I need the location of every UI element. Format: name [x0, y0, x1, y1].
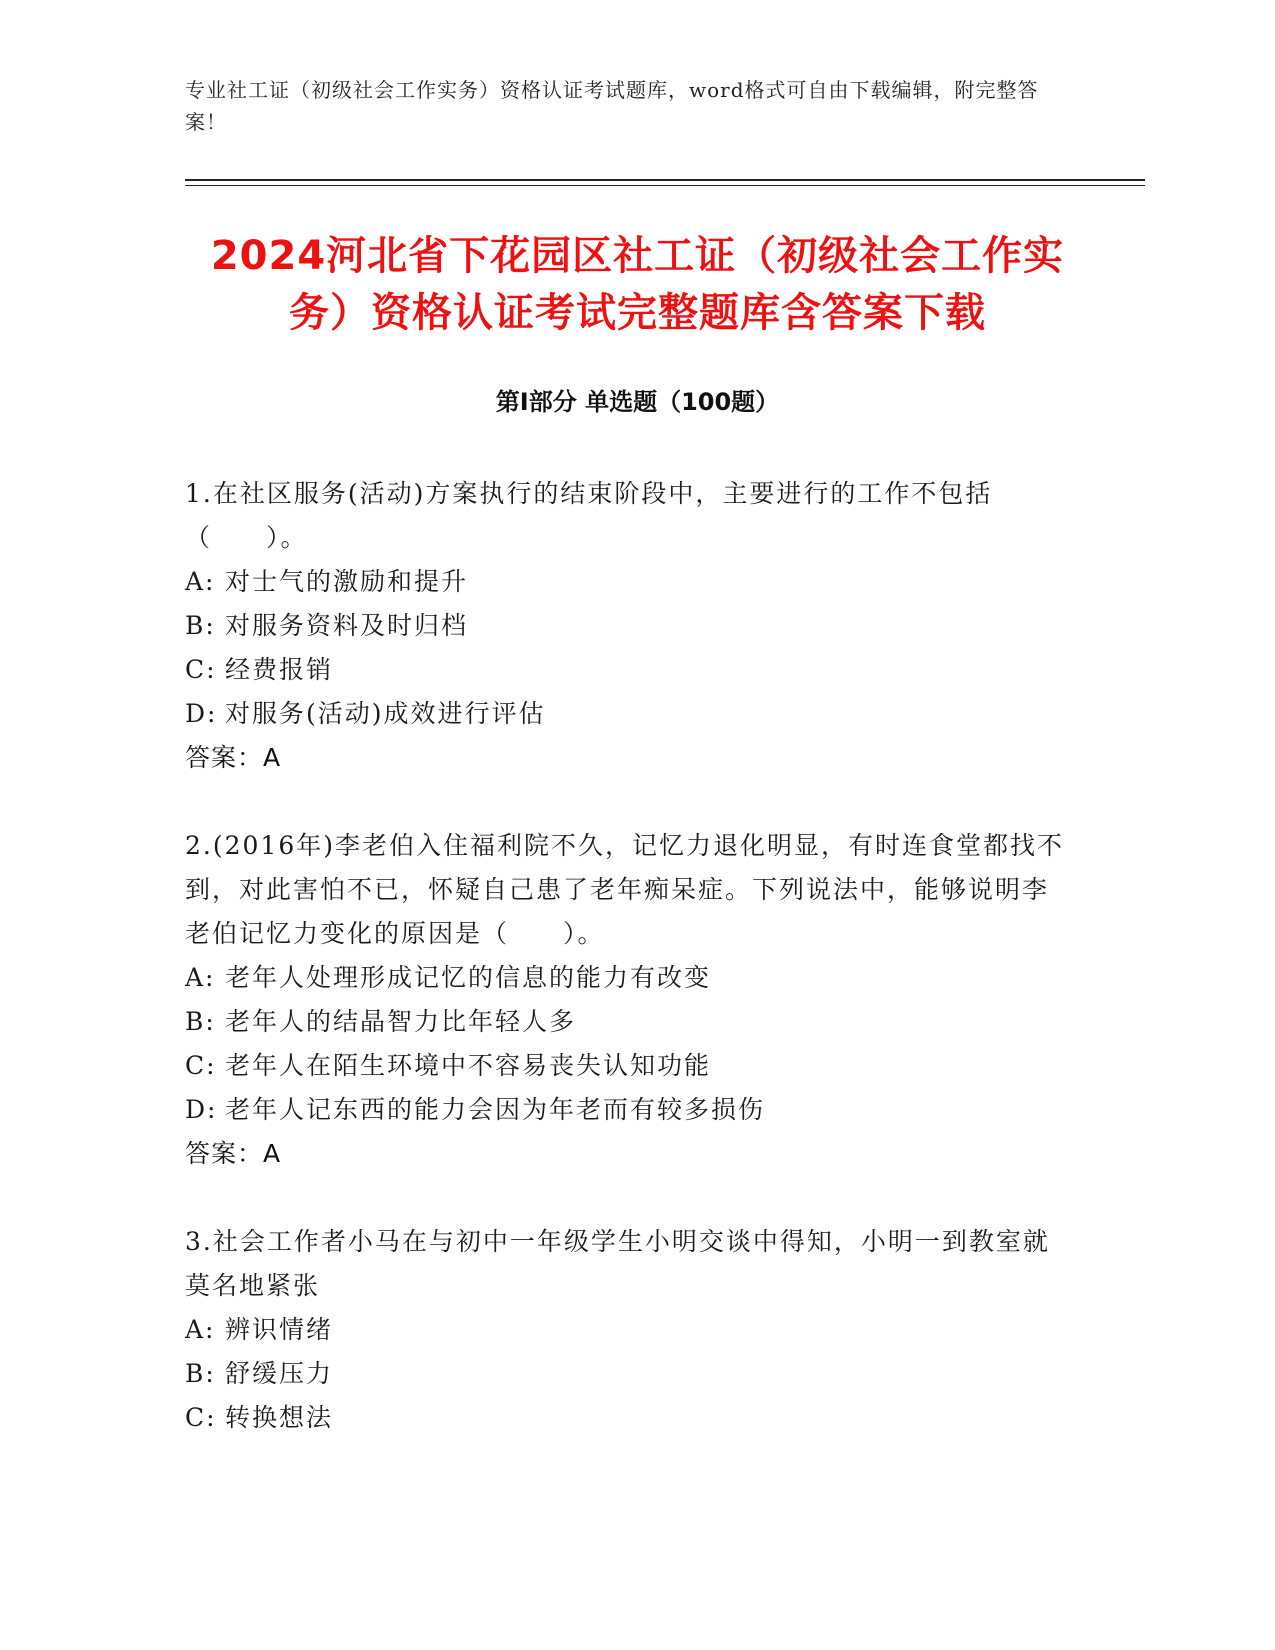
option-key: A: — [185, 567, 216, 596]
question-1 — [185, 472, 1075, 780]
header-divider-thin — [185, 185, 1145, 186]
option-text: 对服务资料及时归档 — [225, 611, 469, 640]
option-key: B: — [185, 1359, 216, 1388]
section-title: 第Ⅰ部分 单选题（100题） — [495, 388, 780, 416]
option-text: 老年人的结晶智力比年轻人多 — [225, 1007, 577, 1036]
question-stem: 2.(2016年)李老伯入住福利院不久，记忆力退化明显，有时连食堂都找不到，对此害怕不已，怀疑自己患了老年痴呆症。下列说法中，能够说明李老伯记忆力变化的原因是（ ）。 — [185, 831, 1064, 948]
option-c — [185, 648, 1075, 692]
question-stem: 3.社会工作者小马在与初中一年级学生小明交谈中得知，小明一到教室就莫名地紧张 — [185, 1227, 1050, 1300]
question-2 — [185, 824, 1075, 1176]
option-text: 老年人在陌生环境中不容易丧失认知功能 — [225, 1051, 712, 1080]
option-b — [185, 1352, 1075, 1396]
option-key: A: — [185, 1315, 216, 1344]
option-key: A: — [185, 963, 216, 992]
option-text: 对服务(活动)成效进行评估 — [225, 699, 546, 728]
option-key: C: — [185, 655, 217, 684]
option-d — [185, 1088, 1075, 1132]
option-b — [185, 604, 1075, 648]
option-b — [185, 1000, 1075, 1044]
option-key: B: — [185, 611, 216, 640]
option-a — [185, 560, 1075, 604]
document-title: 2024河北省下花园区社工证（初级社会工作实务）资格认证考试完整题库含答案下载 — [210, 233, 1065, 336]
option-key: D: — [185, 1095, 218, 1124]
answer-line: 答案：A — [185, 1139, 282, 1168]
option-a — [185, 956, 1075, 1000]
option-key: C: — [185, 1403, 217, 1432]
answer-line: 答案：A — [185, 743, 282, 772]
option-key: B: — [185, 1007, 216, 1036]
option-a — [185, 1308, 1075, 1352]
option-text: 转换想法 — [225, 1403, 334, 1432]
option-text: 对士气的激励和提升 — [225, 567, 469, 596]
option-c — [185, 1044, 1075, 1088]
option-text: 老年人记东西的能力会因为年老而有较多损伤 — [225, 1095, 766, 1124]
question-stem: 1.在社区服务(活动)方案执行的结束阶段中，主要进行的工作不包括（ ）。 — [185, 479, 993, 552]
header-divider-thick — [185, 179, 1145, 181]
option-text: 舒缓压力 — [225, 1359, 334, 1388]
question-list — [185, 472, 1075, 1484]
question-3 — [185, 1220, 1075, 1440]
option-text: 经费报销 — [225, 655, 334, 684]
option-text: 辨识情绪 — [225, 1315, 334, 1344]
option-text: 老年人处理形成记忆的信息的能力有改变 — [225, 963, 712, 992]
option-d — [185, 692, 1075, 736]
option-c — [185, 1396, 1075, 1440]
header-note: 专业社工证（初级社会工作实务）资格认证考试题库，word格式可自由下载编辑，附完整答案！ — [185, 78, 1039, 134]
option-key: C: — [185, 1051, 217, 1080]
option-key: D: — [185, 699, 218, 728]
